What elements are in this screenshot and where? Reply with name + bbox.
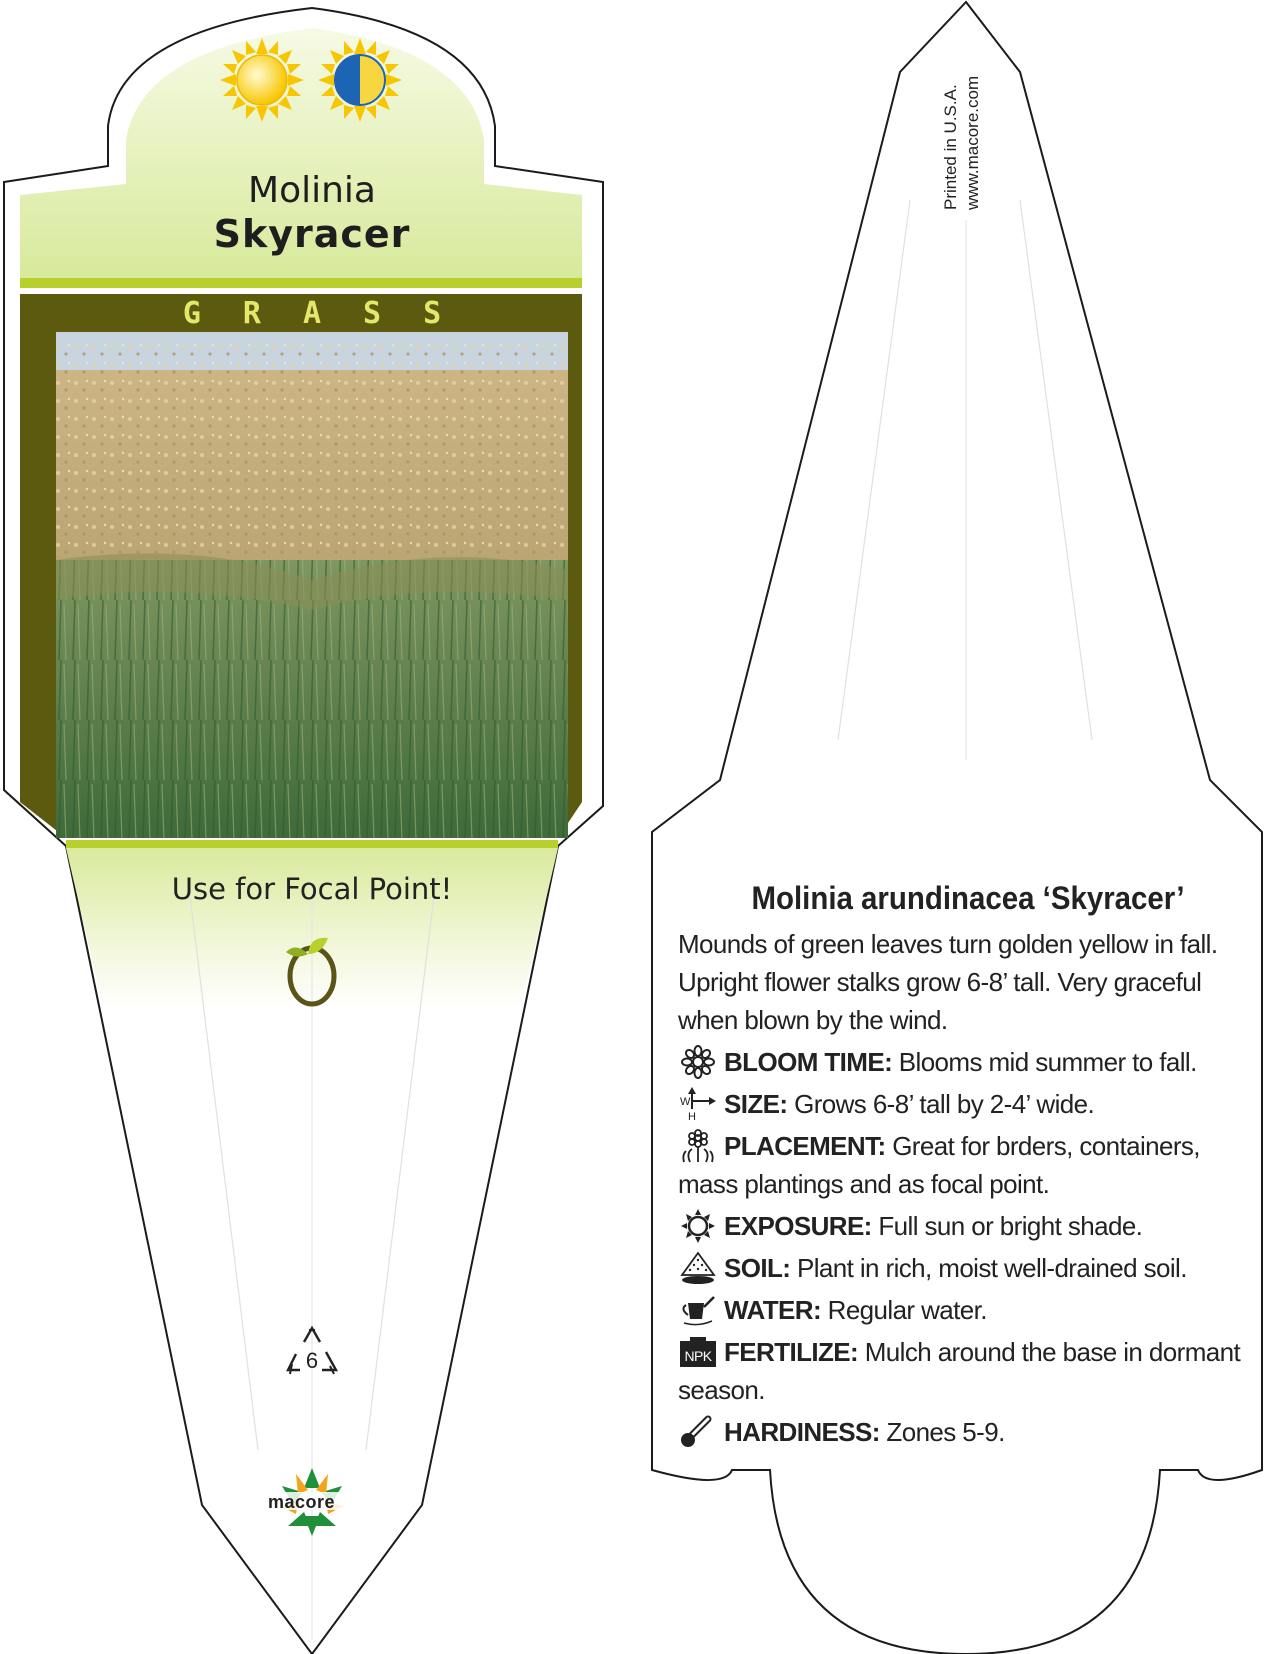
- care-instructions: [678, 880, 1258, 1451]
- placement-icon: [678, 1129, 718, 1163]
- soil-label: SOIL:: [724, 1253, 791, 1283]
- size-w-label: W: [680, 1096, 690, 1108]
- printed-info: [940, 76, 984, 210]
- part-sun-icon: [318, 38, 402, 122]
- water-text: Regular water.: [827, 1295, 987, 1325]
- hardiness-label: HARDINESS:: [724, 1417, 880, 1447]
- scientific-name: Molinia arundinacea ‘Skyracer’: [751, 880, 1185, 916]
- plant-photo: [56, 332, 568, 838]
- npk-icon: [678, 1335, 718, 1369]
- size-row: [678, 1085, 1258, 1123]
- water-row: [678, 1291, 1258, 1329]
- bloom-time-text: Blooms mid summer to fall.: [898, 1047, 1197, 1077]
- npk-label: NPK: [684, 1348, 712, 1364]
- exposure-label: EXPOSURE:: [724, 1211, 872, 1241]
- brand-name: macore: [268, 1492, 336, 1512]
- hardiness-text: Zones 5-9.: [886, 1417, 1005, 1447]
- sun-outline-icon: [678, 1209, 718, 1243]
- bloom-time-row: [678, 1043, 1258, 1081]
- water-label: WATER:: [724, 1295, 822, 1325]
- exposure-row: [678, 1207, 1258, 1245]
- full-sun-icon: [220, 38, 304, 122]
- size-h-label: H: [688, 1111, 696, 1121]
- exposure-text: Full sun or bright shade.: [878, 1211, 1143, 1241]
- fertilize-row: [678, 1333, 1258, 1409]
- size-arrows-icon: [678, 1087, 718, 1121]
- plant-cultivar: Skyracer: [213, 212, 411, 256]
- placement-text: Great for brders, containers, mass plantings and as focal point.: [678, 1131, 1200, 1199]
- recycle-code: 6: [305, 1348, 319, 1373]
- soil-text: Plant in rich, moist well-drained soil.: [796, 1253, 1187, 1283]
- soil-icon: [678, 1251, 718, 1285]
- soil-row: [678, 1249, 1258, 1287]
- flower-icon: [678, 1045, 718, 1079]
- plant-category: GRASS: [182, 296, 484, 331]
- printed-in: Printed in U.S.A.: [941, 84, 960, 210]
- bloom-time-label: BLOOM TIME:: [724, 1047, 893, 1077]
- placement-label: PLACEMENT:: [724, 1131, 886, 1161]
- size-text: Grows 6-8’ tall by 2-4’ wide.: [794, 1089, 1095, 1119]
- plant-genus: Molinia: [248, 170, 376, 211]
- usage-tagline: Use for Focal Point!: [171, 872, 453, 906]
- fertilize-text: Mulch around the base in dormant season.: [678, 1337, 1241, 1405]
- placement-row: [678, 1127, 1258, 1203]
- plant-description: Mounds of green leaves turn golden yellow in fall. Upright flower stalks grow 6-8’ tall. Very graceful when blown by the wind.: [678, 929, 1218, 1035]
- size-label: SIZE:: [724, 1089, 788, 1119]
- watering-can-icon: [678, 1293, 718, 1327]
- fertilize-label: FERTILIZE:: [724, 1337, 859, 1367]
- hardiness-row: [678, 1413, 1258, 1451]
- thermometer-icon: [678, 1415, 718, 1449]
- website: www.macore.com: [963, 75, 982, 210]
